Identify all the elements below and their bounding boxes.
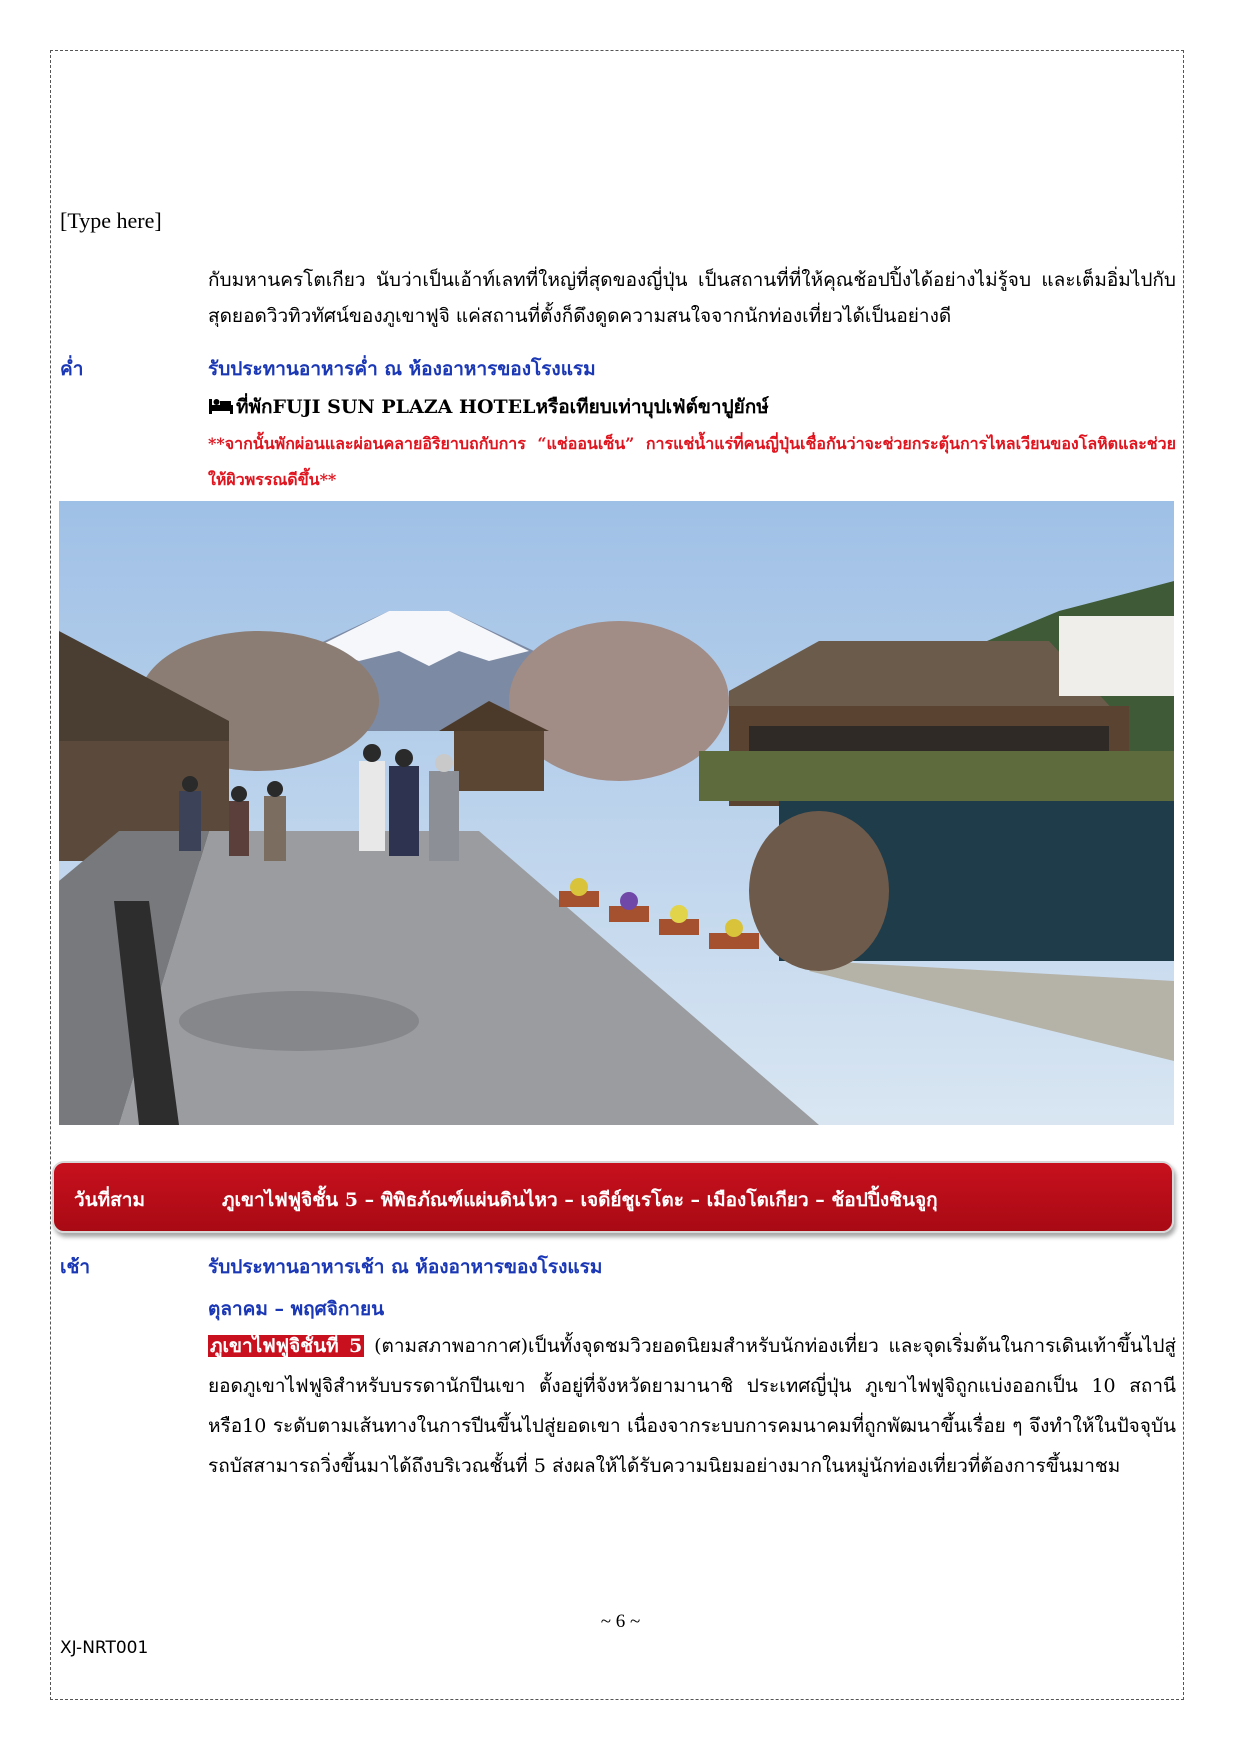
hotel-name: ที่พักFUJI SUN PLAZA HOTELหรือเทียบเท่าบุปเฟ่ต์ขาปูยักษ์	[236, 396, 769, 418]
day-three-banner	[52, 1161, 1174, 1233]
fuji-description: (ตามสภาพอากาศ)เป็นทั้งจุดชมวิวยอดนิยมสำหรับนักท่องเที่ยว และจุดเริ่มต้นในการเดินเท้าขึ้นไปสู่ยอดภูเขาไฟฟูจิสำหรับบรรดานักปีนเขา ตั้งอยู่ที่จังหวัดยามานาชิ ประเทศญี่ปุ่น ภูเขาไฟฟูจิถูกแบ่งออกเป็น 10 สถานี หรือ10 ระดับตามเส้นทางในการปีนขึ้นไปสู่ยอดเขา เนื่องจากระบบการคมนาคมที่ถูกพัฒนาขึ้นเรื่อย ๆ จึงทำให้ในปัจจุบันรถบัสสามารถวิ่งขึ้นมาได้ถึงบริเวณชั้นที่ 5 ส่งผลให้ได้รับความนิยมอย่างมากในหมู่นักท่องเที่ยวที่ต้องการขึ้นมาชม	[208, 1335, 1176, 1477]
page-number: ~ 6 ~	[600, 1611, 641, 1632]
header-placeholder[interactable]: [Type here]	[60, 208, 162, 233]
fuji-fifth-station-paragraph	[208, 1326, 1176, 1486]
dinner-label: ค่ำ	[60, 358, 84, 380]
onsen-note: **จากนั้นพักผ่อนและผ่อนคลายอิริยาบถกับการ “แช่ออนเซ็น” การแช่น้ำแร่ที่คนญี่ปุ่นเชื่อกันว่าจะช่วยกระตุ้นการไหลเวียนของโลหิตและช่วยให้ผิวพรรณดีขึ้น**	[208, 434, 1176, 489]
dinner-meal: รับประทานอาหารค่ำ ณ ห้องอาหารของโรงแรม	[208, 358, 596, 380]
fuji-village-photo	[59, 501, 1174, 1125]
bed-icon	[208, 396, 234, 421]
day-route: ภูเขาไฟฟูจิชั้น 5 – พิพิธภัณฑ์แผ่นดินไหว – เจดีย์ชูเรโตะ – เมืองโตเกียว – ช้อปปิ้งชินจูกุ	[222, 1189, 938, 1211]
season-range: ตุลาคม – พฤศจิกายน	[208, 1298, 385, 1320]
document-code: XJ-NRT001	[60, 1638, 149, 1658]
breakfast-meal: รับประทานอาหารเช้า ณ ห้องอาหารของโรงแรม	[208, 1256, 603, 1278]
breakfast-label: เช้า	[60, 1256, 91, 1278]
fuji-fifth-station-highlight: ภูเขาไฟฟูจิชั้นที่ 5	[210, 1335, 363, 1357]
hotel-line	[208, 392, 769, 422]
day-label: วันที่สาม	[74, 1189, 145, 1211]
intro-paragraph: กับมหานครโตเกียว นับว่าเป็นเอ้าท์เลทที่ใหญ่ที่สุดของญี่ปุ่น เป็นสถานที่ที่ให้คุณช้อปปิ้งได้อย่างไม่รู้จบ และเต็มอิ่มไปกับสุดยอดวิวทิวทัศน์ของภูเขาฟูจิ แค่สถานที่ตั้งก็ดึงดูดความสนใจจากนักท่องเที่ยวได้เป็นอย่างดี	[208, 269, 1176, 327]
